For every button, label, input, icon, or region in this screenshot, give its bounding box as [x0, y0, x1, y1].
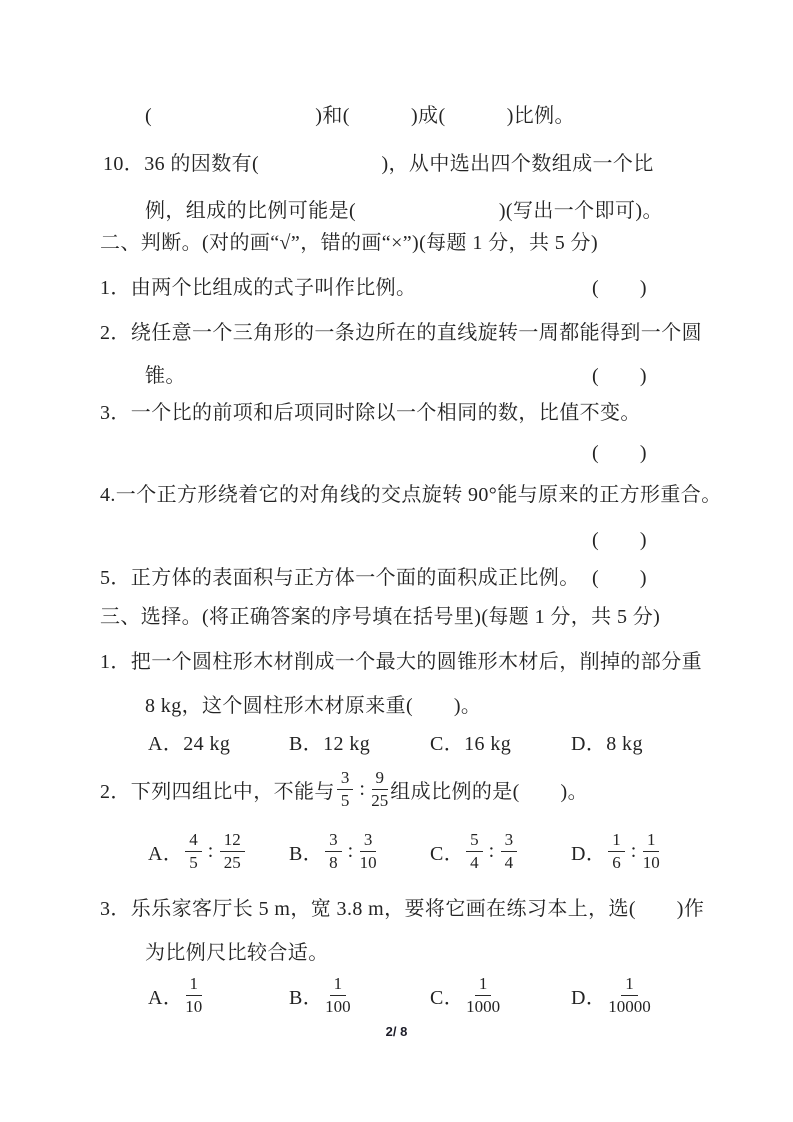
- fraction: $\frac{9}{25}$: [371, 768, 389, 810]
- option-b: B． $\frac{1}{100}$: [289, 974, 351, 1016]
- judge-question-3: 3．一个比的前项和后项同时除以一个相同的数，比值不变。: [100, 401, 641, 424]
- judge-question-5: 5．正方体的表面积与正方体一个面的面积成正比例。 ( ): [100, 560, 692, 590]
- option-d: D． $\frac{1}{6}$ : $\frac{1}{10}$: [571, 830, 660, 872]
- question-10-line-1: 10．36 的因数有( )，从中选出四个数组成一个比: [103, 152, 654, 175]
- judge-question-4-answer-line: [100, 522, 692, 552]
- fraction: $\frac{1}{100}$: [325, 974, 351, 1016]
- fraction: $\frac{1}{10000}$: [608, 974, 651, 1016]
- choice-question-3-options: [148, 972, 653, 1018]
- option-d: D． $\frac{1}{10000}$: [571, 974, 651, 1016]
- judge-question-3-answer-line: [100, 435, 692, 465]
- option-d: D．8 kg: [571, 732, 643, 755]
- fill-blanks-text: ( )和( )成( )比例。: [145, 104, 575, 127]
- ratio-colon: :: [207, 839, 214, 862]
- choice-question-1-line-1: 1．把一个圆柱形木材削成一个最大的圆锥形木材后，削掉的部分重: [100, 650, 702, 673]
- ratio-colon: :: [488, 839, 495, 862]
- judge-question-4: 4.一个正方形绕着它的对角线的交点旋转 90°能与原来的正方形重合。: [100, 483, 722, 506]
- fraction: $\frac{1}{6}$: [608, 830, 625, 871]
- option-a: A．24 kg: [148, 732, 231, 755]
- section-3-header: 三、选择。(将正确答案的序号填在括号里)(每题 1 分，共 5 分): [100, 605, 661, 628]
- answer-blank: ( ): [592, 441, 647, 464]
- option-c: C．16 kg: [430, 732, 512, 755]
- fraction: $\frac{1}{10}$: [185, 974, 203, 1016]
- option-b: B．12 kg: [289, 732, 371, 755]
- choice-question-2-line: 2．下列四组比中，不能与 $\frac{3}{5}$ : $\frac{9}{25}$ 组成比例的是( )。: [100, 768, 589, 810]
- question-10-line-2: 例，组成的比例可能是( )(写出一个即可)。: [145, 199, 663, 222]
- fraction: $\frac{12}{25}$: [220, 830, 245, 871]
- answer-blank: ( ): [592, 566, 647, 589]
- judge-question-2-line-2: 锥。 ( ): [100, 358, 692, 388]
- choice-question-3-line-2: 为比例尺比较合适。: [145, 941, 329, 964]
- judge-question-1: 1．由两个比组成的式子叫作比例。 ( ): [100, 270, 692, 300]
- fraction: $\frac{3}{4}$: [501, 830, 518, 871]
- ratio-colon: :: [347, 839, 354, 862]
- fraction: $\frac{3}{8}$: [325, 830, 342, 871]
- ratio-colon: :: [630, 839, 637, 862]
- option-a: A． $\frac{4}{5}$ : $\frac{12}{25}$: [148, 830, 289, 871]
- judge-question-2-line-1: 2．绕任意一个三角形的一条边所在的直线旋转一周都能得到一个圆: [100, 321, 702, 344]
- option-c: C． $\frac{5}{4}$ : $\frac{3}{4}$: [430, 830, 571, 871]
- answer-blank: ( ): [592, 276, 647, 299]
- fraction: $\frac{3}{10}$: [359, 830, 377, 872]
- fill-blanks-line: [145, 98, 575, 128]
- option-a: A． $\frac{1}{10}$: [148, 974, 203, 1016]
- fraction: $\frac{3}{5}$: [337, 768, 354, 809]
- answer-blank: ( ): [592, 528, 647, 551]
- section-2-header: 二、判断。(对的画“√”，错的画“×”)(每题 1 分，共 5 分): [100, 231, 599, 254]
- page-number: 2/ 8: [385, 1024, 408, 1039]
- ratio-colon: :: [359, 777, 366, 800]
- fraction: $\frac{1}{1000}$: [466, 974, 501, 1016]
- fraction: $\frac{1}{10}$: [642, 830, 660, 872]
- fraction: $\frac{4}{5}$: [185, 830, 202, 871]
- choice-question-3-line-1: 3．乐乐家客厅长 5 m，宽 3.8 m，要将它画在练习本上，选( )作: [100, 897, 705, 920]
- choice-question-1-options: [148, 726, 643, 756]
- fraction: $\frac{5}{4}$: [466, 830, 483, 871]
- answer-blank: ( ): [592, 364, 647, 387]
- choice-question-1-line-2: 8 kg，这个圆柱形木材原来重( )。: [145, 694, 482, 717]
- option-b: B． $\frac{3}{8}$ : $\frac{3}{10}$: [289, 830, 377, 872]
- option-c: C． $\frac{1}{1000}$: [430, 974, 501, 1016]
- choice-question-2-options: [148, 828, 662, 874]
